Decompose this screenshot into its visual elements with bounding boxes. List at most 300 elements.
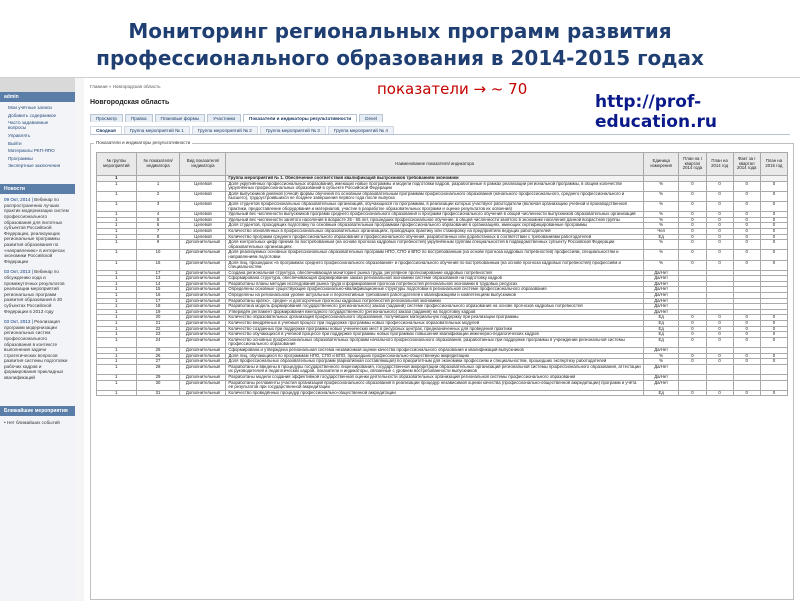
table-cell	[760, 380, 787, 390]
table-cell: Ед	[643, 337, 678, 347]
table-cell: 1	[97, 250, 137, 260]
sidebar-link[interactable]: Материалы РКП-ЯПО	[8, 148, 55, 154]
table-cell: 21	[136, 321, 180, 327]
table-cell: 0	[733, 223, 760, 229]
table-cell: Доля реализуемых основных профессиональных образовательных программ НПО, СПО и ВПО по востребованным (на основе прогноза кадровых потребностей) профессиям, специальностям и направлениям подготовки	[226, 250, 644, 260]
events-title: Ближайшие мероприятия	[0, 406, 75, 416]
site-url: http://prof-education.ru	[595, 92, 718, 132]
table-cell: Ед	[643, 326, 678, 332]
table-cell: 1	[97, 281, 137, 287]
table-cell: 0	[733, 337, 760, 347]
table-cell: 0	[679, 321, 706, 327]
table-cell: 0	[706, 240, 733, 250]
table-cell: 1	[97, 326, 137, 332]
table-cell: 27	[136, 359, 180, 365]
table-cell: Дополнительный	[180, 298, 226, 304]
table-cell: 0	[706, 260, 733, 270]
table-cell: Дополнительный	[180, 374, 226, 380]
table-cell: 0	[679, 234, 706, 240]
table-cell: Сформирована структура, обеспечивающая формирование заказа региональной экономики системе образования на подготовку кадров	[226, 276, 644, 282]
sidebar-user: admin	[0, 92, 75, 102]
table-cell: Да/Нет	[643, 293, 678, 299]
table-row	[97, 240, 788, 250]
table-cell: Разработаны и введены в процедуры государственного лицензирования, государственной аккредитации образовательных организаций региональной системы профессионального образования, аттестации их руководителей и педагогических кадров, показатели и индикаторы, связанные с уровнем востребованности выпускников	[226, 364, 644, 374]
table-cell: Да/Нет	[643, 281, 678, 287]
table-cell: 5	[136, 217, 180, 223]
event-item: • Нет ближайших событий	[4, 419, 60, 425]
sidebar-link[interactable]: Экспертные заключения	[8, 163, 61, 169]
table-cell: Ед	[643, 390, 678, 396]
table-cell: 1	[97, 212, 137, 218]
table-cell: 10	[136, 250, 180, 260]
table-row	[97, 260, 788, 270]
table-cell: 0	[679, 217, 706, 223]
table-cell: 1	[97, 191, 137, 201]
sidebar-link[interactable]: Добавить содержимое	[8, 112, 57, 118]
table-cell: Да/Нет	[643, 304, 678, 310]
table-cell: 1	[97, 364, 137, 374]
table-cell: 0	[706, 223, 733, 229]
table-cell: 1	[97, 270, 137, 276]
table-cell: Дополнительный	[180, 326, 226, 332]
table-cell: 13	[136, 276, 180, 282]
table-cell: %	[643, 181, 678, 191]
table-cell: 1	[97, 390, 137, 396]
slide-title-line-2: профессионального образования в 2014-2015 годах	[96, 46, 704, 70]
table-cell: Дополнительный	[180, 364, 226, 374]
table-cell: 23	[136, 332, 180, 338]
table-cell: Целевой	[180, 223, 226, 229]
table-cell: 20	[136, 315, 180, 321]
news-text[interactable]: Вебинар по распространению лучших практик модернизации систем профессионального образования для пилотных субъектов Российской Федерации, реализующих региональные программы развития образования по «направлению» в интересах экономики Российской Федерации	[4, 197, 69, 264]
table-row	[97, 337, 788, 347]
table-cell: Удельный вес численности выпускников программ среднего профессионального образования и программ профессионального обучения в общей численности выпускников образовательных организаций	[226, 212, 644, 218]
tab-item[interactable]: Участники	[207, 114, 241, 122]
table-cell: Доля студентов профессиональных образовательных организаций, обучающихся по программам, в реализации которых участвуют работодатели (включая организацию учебной и производственной практики, предоставление оборудования и материалов, участие в разработке образовательных программ и оценке результатов их освоения)	[226, 201, 644, 211]
table-cell: 0	[679, 353, 706, 359]
table-row	[97, 250, 788, 260]
table-cell: Да/Нет	[643, 348, 678, 354]
column-header: План на I квартал 2014 года	[679, 153, 706, 176]
table-cell: 0	[706, 228, 733, 234]
table-cell: 15	[136, 287, 180, 293]
table-cell: 1	[136, 181, 180, 191]
table-cell: 1	[97, 260, 137, 270]
table-cell: Разработана модель формирования государственного (регионального) заказа (заданий) системе профессионального образования на основе прогнозов кадровых потребностей	[226, 304, 644, 310]
table-cell: 0	[733, 359, 760, 365]
table-cell: 1	[97, 298, 137, 304]
table-cell: %	[643, 359, 678, 365]
table-cell: 28	[136, 364, 180, 374]
column-header: № группы мероприятий	[97, 153, 137, 176]
table-cell: Да/Нет	[643, 380, 678, 390]
table-cell: 0	[760, 240, 787, 250]
tab-item[interactable]: Просмотр	[90, 114, 123, 122]
table-cell: 0	[733, 212, 760, 218]
table-cell: 9	[136, 240, 180, 250]
table-cell	[760, 364, 787, 374]
sidebar-top-bar	[0, 78, 75, 92]
table-cell: Доля лиц, обучающихся по программам НПО, СПО и ВПО, прошедших профессионально-общественную аккредитацию	[226, 353, 644, 359]
table-cell: Да/Нет	[643, 287, 678, 293]
table-cell: 2	[136, 191, 180, 201]
table-cell: Дополнительный	[180, 281, 226, 287]
table-cell: Утверждён регламент формирования ежегодного государственного (регионального) заказа (задания) на подготовку кадров	[226, 309, 644, 315]
table-cell: 1	[97, 374, 137, 380]
group-tab[interactable]: Сводная	[90, 126, 122, 134]
table-cell: Дополнительный	[180, 250, 226, 260]
table-cell: 0	[679, 228, 706, 234]
table-cell: Дополнительный	[180, 380, 226, 390]
news-text[interactable]: Вебинар по обсуждению хода и промежуточных результатов реализации мероприятий региональных программ развития образования в 30 субъектах Российской Федерации в 2013 году	[4, 269, 65, 314]
group-tab[interactable]: Группа мероприятий № 1	[124, 126, 190, 134]
table-cell: 7	[136, 228, 180, 234]
column-header: Наименование показателя/ индикатора	[226, 153, 644, 176]
table-cell: 1	[97, 181, 137, 191]
table-cell: 0	[760, 223, 787, 229]
table-cell: Дополнительный	[180, 348, 226, 354]
table-cell: Дополнительный	[180, 315, 226, 321]
table-cell: 1	[97, 315, 137, 321]
table-cell: Дополнительный	[180, 276, 226, 282]
table-cell: 1	[97, 293, 137, 299]
table-cell: 0	[706, 332, 733, 338]
table-cell: 0	[760, 228, 787, 234]
table-cell: 0	[679, 240, 706, 250]
table-cell: 0	[733, 315, 760, 321]
table-cell: 0	[733, 260, 760, 270]
table-row	[97, 364, 788, 374]
table-cell: Создана региональная структура, обеспечивающая мониторинг рынка труда, регулярное прогнозирование кадровых потребностей	[226, 270, 644, 276]
table-cell: 18	[136, 304, 180, 310]
table-cell: 0	[679, 212, 706, 218]
table-cell: 0	[760, 191, 787, 201]
table-cell: Количество обновлённых в профессиональных образовательных организациях, проводящих практику или стажировку на предприятиях ведущих работодателей	[226, 228, 644, 234]
table-header-row	[97, 153, 788, 176]
news-list	[0, 196, 75, 382]
table-cell: 0	[679, 260, 706, 270]
table-cell: 0	[760, 315, 787, 321]
table-cell: Количество образовательных организаций профессионального образования, получивших материальную поддержку при реализации программы	[226, 315, 644, 321]
news-title: Новости	[0, 184, 75, 194]
table-cell: Целевой	[180, 228, 226, 234]
table-cell: Да/Нет	[643, 374, 678, 380]
table-cell: 1	[97, 240, 137, 250]
table-cell: Дополнительный	[180, 287, 226, 293]
table-cell: Количество проведённых процедур профессионально-общественной аккредитации	[226, 390, 644, 396]
table-cell: Дополнительный	[180, 309, 226, 315]
table-cell: 1	[97, 337, 137, 347]
news-item	[0, 318, 75, 383]
table-cell: 0	[733, 390, 760, 396]
table-cell: 29	[136, 374, 180, 380]
tab-item[interactable]: Правка	[125, 114, 153, 122]
table-cell: 19	[136, 309, 180, 315]
column-header: Вид показателя/ индикатора	[180, 153, 226, 176]
table-cell: 0	[760, 321, 787, 327]
breadcrumb[interactable]: Главная » Новгородская область	[90, 84, 161, 89]
table-cell: Доля студентов, проходящих подготовку по основным образовательным программам профессионального образования в организациях, имеющих сертифицированные программы	[226, 223, 644, 229]
table-cell: Разработаны планы методик исследования рынка труда и формирования прогноза потребностей региональной экономики в трудовых ресурсах	[226, 281, 644, 287]
indicators-count-label: показатели → ~ 70	[377, 80, 528, 98]
table-cell: 1	[97, 353, 137, 359]
table-cell: 0	[706, 353, 733, 359]
sidebar-link[interactable]: Часто задаваемые вопросы	[8, 120, 49, 131]
table-row	[97, 181, 788, 191]
sidebar-link[interactable]: Выйти	[8, 140, 22, 146]
table-cell: Дополнительный	[180, 240, 226, 250]
table-cell: Доля контрольных цифр приема по востребованным (на основе прогноза кадровых потребностей) укрупнённым группам специальностей в подведомственных субъекту Российской Федерации образовательных организациях	[226, 240, 644, 250]
table-cell: 0	[679, 332, 706, 338]
table-cell	[679, 380, 706, 390]
table-cell: Дополнительный	[180, 337, 226, 347]
page-tabs	[90, 114, 385, 122]
table-cell: 0	[733, 240, 760, 250]
table-cell: 0	[706, 217, 733, 223]
table-cell: 0	[733, 181, 760, 191]
table-cell: 1	[97, 309, 137, 315]
table-cell: 0	[733, 353, 760, 359]
table-cell: 0	[706, 390, 733, 396]
news-date[interactable]: 09 Окт, 2014 |	[4, 197, 35, 203]
tab-item[interactable]: Devel	[359, 114, 383, 122]
table-cell: %	[643, 201, 678, 211]
table-cell: Определены основные существующие профессионально-квалификационные структуры подготовки в региональной системе профессионального образования	[226, 287, 644, 293]
group-tab[interactable]: Группа мероприятий № 4	[328, 126, 394, 134]
fieldset-legend[interactable]: Показатели и индикаторы результативности	[96, 140, 191, 145]
table-cell	[733, 380, 760, 390]
table-cell: 0	[706, 212, 733, 218]
news-text[interactable]: Реализация программ модернизации региональных систем профессионального образования в контексте выполнения задачи стратегических вопросов развития системы подготовки рабочих кадров и формирования прикладных квалификаций	[4, 319, 68, 381]
table-cell: %	[643, 353, 678, 359]
column-header: Единица измерения	[643, 153, 678, 176]
table-cell: 1	[97, 332, 137, 338]
table-cell: 0	[679, 223, 706, 229]
news-date[interactable]: 03 Окт, 2013 |	[4, 269, 35, 275]
table-cell: 0	[706, 326, 733, 332]
table-cell: 0	[760, 326, 787, 332]
table-cell: 0	[706, 234, 733, 240]
table-cell: 0	[679, 359, 706, 365]
table-cell: %	[643, 212, 678, 218]
table-cell: %	[643, 191, 678, 201]
table-cell: 0	[679, 315, 706, 321]
table-cell: 24	[136, 337, 180, 347]
table-cell: %	[643, 240, 678, 250]
table-cell: 0	[760, 234, 787, 240]
table-cell: Да/Нет	[643, 364, 678, 374]
table-cell: 0	[760, 353, 787, 359]
table-cell: 1	[97, 217, 137, 223]
table-cell: Сформирована и утверждена региональная система независимой оценки качества профессионального образования и квалификаций выпускников	[226, 348, 644, 354]
table-cell	[733, 364, 760, 374]
table-cell: 1	[97, 359, 137, 365]
table-cell: Ед	[643, 234, 678, 240]
table-cell: 0	[706, 315, 733, 321]
table-body	[97, 176, 788, 396]
table-cell: Дополнительный	[180, 260, 226, 270]
table-cell: Дополнительный	[180, 304, 226, 310]
table-cell: Доля укрупнённых профессиональных образований, имеющих новые программы и модели подготовки кадров, разработанные в рамках реализации региональной программы, в общем количестве укрупнённых профессиональных образований в субъекте Российской Федерации	[226, 181, 644, 191]
table-cell	[706, 364, 733, 374]
table-cell: 0	[733, 234, 760, 240]
table-cell: Дополнительный	[180, 270, 226, 276]
news-item	[0, 268, 75, 316]
table-cell: 14	[136, 281, 180, 287]
table-cell: 0	[706, 201, 733, 211]
table-cell: Дополнительный	[180, 293, 226, 299]
column-header: Факт за I квартал 2014 года	[733, 153, 760, 176]
table-cell: 0	[760, 332, 787, 338]
slide-title	[0, 18, 800, 72]
table-cell: Удельный вес численности занятого населения в возрасте 25 - 65 лет, прошедших профессиональное обучение, в общей численности занятого в экономике населения данной возрастной группы	[226, 217, 644, 223]
table-row	[97, 191, 788, 201]
table-cell: 0	[706, 191, 733, 201]
table-cell: 0	[679, 326, 706, 332]
table-cell: 0	[733, 201, 760, 211]
column-header: План на 2014 год	[706, 153, 733, 176]
table-cell: 0	[760, 212, 787, 218]
table-cell: Да/Нет	[643, 298, 678, 304]
table-cell: Количество созданных при поддержке программы новых ученических мест в ресурсных центрах, предназначенных для проведения практики	[226, 326, 644, 332]
table-cell: Ед	[643, 315, 678, 321]
table-cell: 0	[679, 390, 706, 396]
table-cell: 1	[97, 223, 137, 229]
events-list	[0, 418, 75, 427]
table-cell: 17	[136, 298, 180, 304]
table-cell: 1	[97, 176, 137, 182]
table-cell: 30	[136, 380, 180, 390]
table-cell: 26	[136, 353, 180, 359]
news-date[interactable]: 03 Окт, 2013 |	[4, 319, 35, 325]
table-cell: 1	[97, 201, 137, 211]
table-cell: Дополнительный	[180, 359, 226, 365]
slide-title-line-1: Мониторинг региональных программ развития	[128, 19, 672, 43]
column-header: № показателя/ индикатора	[136, 153, 180, 176]
table-cell: 17	[136, 270, 180, 276]
table-cell: Разработаны регламенты участия организаций профессионального образования в реализации процедур независимой оценки качества (профессионально-общественной аккредитации) программ и учёта её результатов при государственной аккредитации	[226, 380, 644, 390]
table-cell: Да/Нет	[643, 270, 678, 276]
table-cell: Разработаны кратко-, средне- и долгосрочные прогнозы кадровых потребностей региональной экономики	[226, 298, 644, 304]
table-cell: Определены на региональном уровне актуальные и перспективные требования работодателей к квалификациям и компетенциям выпускников	[226, 293, 644, 299]
tab-item[interactable]: Показатели и индикаторы результативности	[243, 114, 357, 122]
table-cell: 0	[679, 337, 706, 347]
table-cell: 0	[733, 228, 760, 234]
table-cell: 1	[97, 234, 137, 240]
table-cell: 0	[733, 332, 760, 338]
table-cell: Дополнительный	[180, 390, 226, 396]
table-cell: 0	[706, 337, 733, 347]
table-cell: Целевой	[180, 201, 226, 211]
table-cell: %	[643, 260, 678, 270]
table-cell: 0	[706, 359, 733, 365]
table-cell: Целевой	[180, 181, 226, 191]
table-cell: %	[643, 223, 678, 229]
table-cell: 3	[136, 201, 180, 211]
sidebar-link[interactable]: Управлять	[8, 133, 31, 139]
table-cell: 0	[733, 250, 760, 260]
table-cell: 16	[136, 260, 180, 270]
table-cell: Доля лиц, прошедших «в программах среднего профессионального образования» и профессионального обучения по востребованным (на основе прогноза кадровых потребностей) профессиям и специальностям	[226, 260, 644, 270]
table-cell: 0	[760, 260, 787, 270]
indicators-table	[96, 152, 788, 396]
table-cell: 22	[136, 326, 180, 332]
tab-item[interactable]: Плановые формы	[155, 114, 206, 122]
table-cell: Количество программ среднего профессионального образования и профессионального обучения, разработанных или доработанных в соответствии с требованиями работодателей	[226, 234, 644, 240]
table-cell: 1	[97, 276, 137, 282]
group-tabs	[90, 126, 790, 135]
table-cell: Группа мероприятий № 1. Обеспечение соответствия квалификаций выпускников требованиям экономики	[226, 176, 644, 182]
table-cell: 0	[733, 217, 760, 223]
table-cell: Да/Нет	[643, 309, 678, 315]
table-cell: Целевой	[180, 212, 226, 218]
table-cell: 0	[733, 321, 760, 327]
group-tab[interactable]: Группа мероприятий № 2	[192, 126, 258, 134]
table-cell: 1	[97, 380, 137, 390]
table-cell: Разработаны модели создания эффективной государственной оценки деятельности образовательных организаций региональной системы профессионального образования	[226, 374, 644, 380]
table-cell: Доля профессиональных образовательных программ (вариативная составляющая) по приоритетным для экономики профессиям и специальностям, прошедших экспертизу работодателей	[226, 359, 644, 365]
table-cell: Да/Нет	[643, 276, 678, 282]
table-cell: 16	[136, 293, 180, 299]
table-cell: 0	[760, 390, 787, 396]
table-row	[97, 201, 788, 211]
table-cell: Количество обучающихся в учебной процессе при поддержке программы новых программах повышения квалификации инженерно-педагогических кадров	[226, 332, 644, 338]
table-cell: 8	[136, 234, 180, 240]
table-cell: 1	[97, 321, 137, 327]
table-cell: Доля выпускников дневной (очной) формы обучения по основным образовательным программам профессионального образования (начального профессионального, среднего профессионального и высшего), трудоустроившихся не позднее завершения первого года после выпуска	[226, 191, 644, 201]
table-cell: 0	[760, 201, 787, 211]
table-cell: Ед	[643, 321, 678, 327]
screenshot-frame	[0, 77, 800, 601]
table-cell: 4	[136, 212, 180, 218]
table-cell: 0	[679, 250, 706, 260]
table-cell: 25	[136, 348, 180, 354]
table-cell: 0	[706, 321, 733, 327]
sidebar-link[interactable]: Программы	[8, 155, 33, 161]
sidebar-links	[0, 104, 75, 170]
table-cell: 0	[760, 181, 787, 191]
table-cell: 0	[679, 191, 706, 201]
table-cell: 0	[760, 250, 787, 260]
table-cell: %	[643, 217, 678, 223]
sidebar-link[interactable]: Мои учётные записи	[8, 105, 52, 111]
table-cell: Ед	[643, 332, 678, 338]
table-cell: 1	[97, 228, 137, 234]
table-cell: %	[643, 250, 678, 260]
table-cell: 0	[733, 326, 760, 332]
table-cell: Дополнительный	[180, 332, 226, 338]
table-cell: Чел	[643, 228, 678, 234]
news-item	[0, 196, 75, 266]
table-cell: Дополнительный	[180, 321, 226, 327]
table-cell: 1	[97, 304, 137, 310]
table-cell: 1	[97, 287, 137, 293]
table-cell: 0	[733, 191, 760, 201]
table-cell: Целевой	[180, 217, 226, 223]
sidebar	[0, 92, 75, 601]
group-tab[interactable]: Группа мероприятий № 3	[260, 126, 326, 134]
table-cell: 0	[679, 181, 706, 191]
table-cell: 0	[760, 217, 787, 223]
table-cell: 0	[706, 181, 733, 191]
page-title: Новгородская область	[90, 99, 170, 106]
table-cell: 6	[136, 223, 180, 229]
table-cell: 0	[760, 359, 787, 365]
table-cell: Целевой	[180, 191, 226, 201]
table-cell: 0	[760, 337, 787, 347]
table-cell: Дополнительный	[180, 353, 226, 359]
table-cell: 0	[706, 250, 733, 260]
